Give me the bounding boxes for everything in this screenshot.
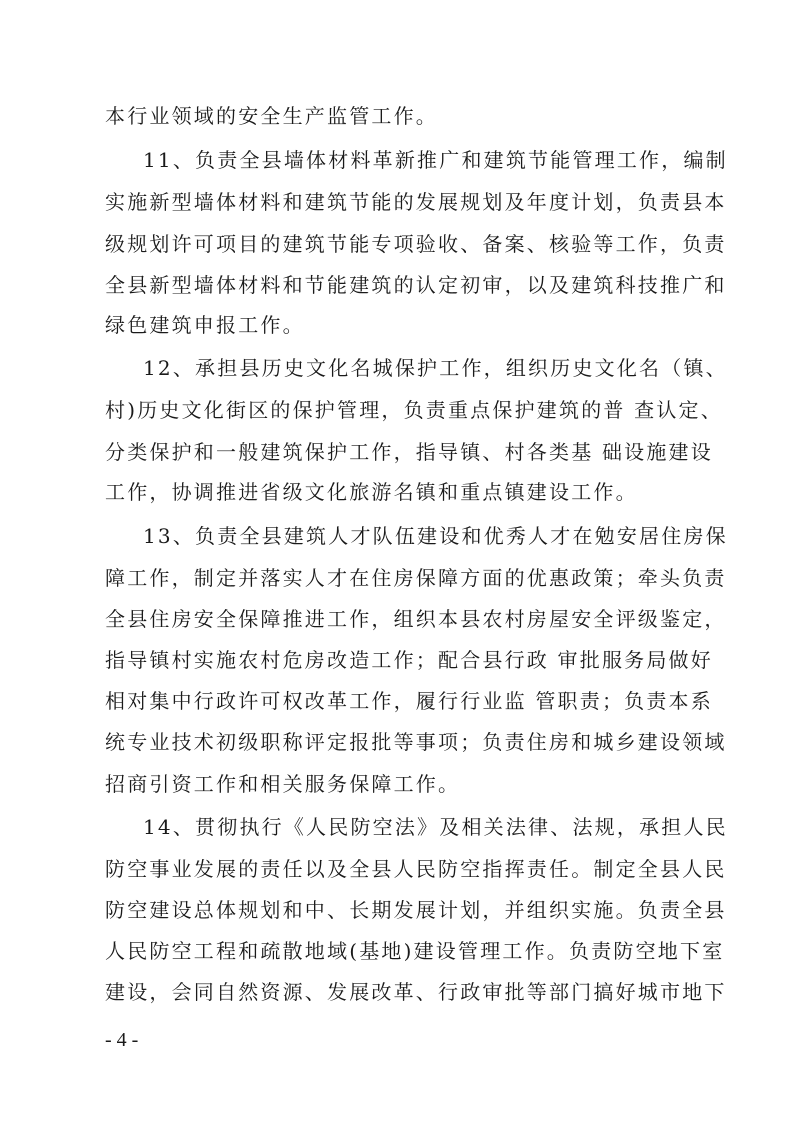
text-line: 分类保护和一般建筑保护工作，指导镇、村各类基 础设施建设 (105, 440, 713, 464)
text-line: 绿色建筑申报工作。 (105, 313, 305, 337)
text-line: 工作，协调推进省级文化旅游名镇和重点镇建设工作。 (105, 480, 638, 504)
text-line: 指导镇村实施农村危房改造工作；配合县行政 审批服务局做好 (105, 648, 713, 672)
text-line: 相对集中行政许可权改革工作，履行行业监 管职责；负责本系 (105, 689, 713, 713)
text-line: 全县住房安全保障推进工作，组织本县农村房屋安全评级鉴定， (105, 607, 727, 631)
text-line: 全县新型墙体材料和节能建筑的认定初审，以及建筑科技推广和 (105, 273, 727, 297)
page-number: - 4 - (105, 1029, 139, 1051)
text-line: 本行业领域的安全生产监管工作。 (105, 104, 438, 128)
text-line: 村)历史文化街区的保护管理，负责重点保护建筑的普 查认定、 (105, 398, 723, 422)
text-line: 防空事业发展的责任以及全县人民防空指挥责任。制定全县人民 (105, 857, 727, 881)
text-line: 11、负责全县墙体材料革新推广和建筑节能管理工作，编制 (143, 148, 728, 172)
text-line: 防空建设总体规划和中、长期发展计划，并组织实施。负责全县 (105, 898, 727, 922)
text-line: 障工作，制定并落实人才在住房保障方面的优惠政策；牵头负责 (105, 566, 727, 590)
text-line: 人民防空工程和疏散地域(基地)建设管理工作。负责防空地下室 (105, 939, 725, 963)
text-line: 实施新型墙体材料和建筑节能的发展规划及年度计划，负责县本 (105, 190, 727, 214)
text-line: 统专业技术初级职称评定报批等事项；负责住房和城乡建设领域 (105, 730, 727, 754)
text-line: 14、贯彻执行《人民防空法》及相关法律、法规，承担人民 (143, 815, 728, 839)
text-line: 级规划许可项目的建筑节能专项验收、备案、核验等工作，负责 (105, 232, 727, 256)
text-line: 建设，会同自然资源、发展改革、行政审批等部门搞好城市地下 (105, 980, 727, 1004)
text-line: 13、负责全县建筑人才队伍建设和优秀人才在勉安居住房保 (143, 524, 728, 548)
text-line: 招商引资工作和相关服务保障工作。 (105, 772, 461, 796)
text-line: 12、承担县历史文化名城保护工作，组织历史文化名（镇、 (143, 356, 728, 380)
